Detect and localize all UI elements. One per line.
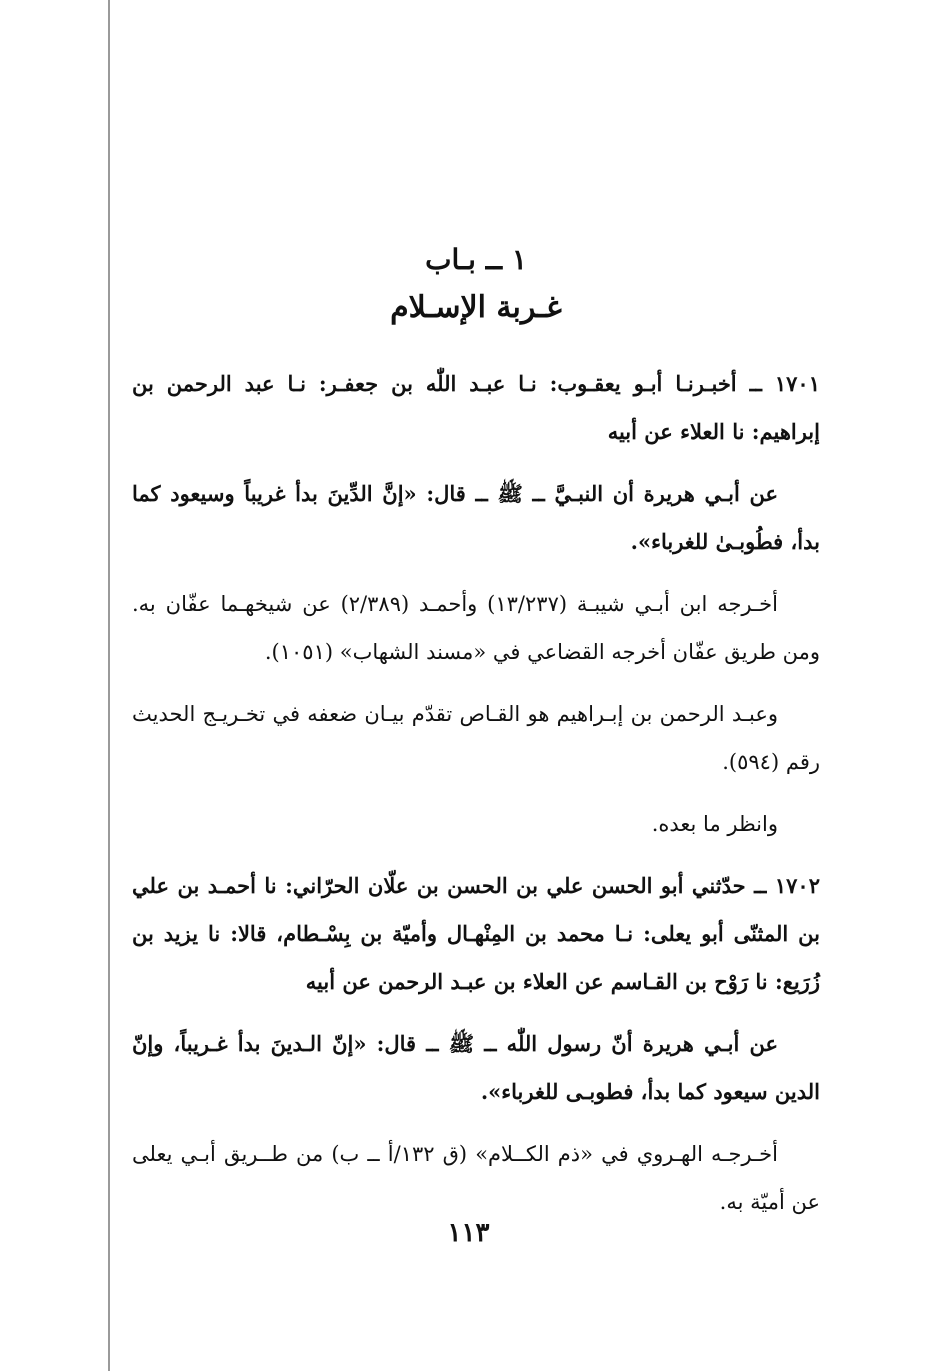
hadith-1702-takhrij: أخـرجـه الهـروي في «ذم الكــلام» (ق ١٣٢/أ ــ ب) من طــريق أبـي يعلى عن أميّة به. — [132, 1142, 820, 1214]
hadith-1702-matn: عن أبـي هريرة أنّ رسول اللّٰه ــ ﷺ ــ قال: «إنّ الـدينَ بدأ غـريباً، وإنّ الدين سيعود كما بدأ، فطوبـى للغرباء». — [132, 1031, 820, 1104]
chapter-number: ١ ــ بـاب — [425, 243, 527, 276]
hadith-1701-matn: عن أبـي هريرة أن النبـيَّ ــ ﷺ ــ قال: «إنَّ الدِّينَ بدأ غريباً وسيعود كما بدأ، فطُوبـىٰ للغرباء». — [132, 481, 820, 554]
chapter-title: غـربة الإسـلام — [390, 290, 562, 325]
hadith-1701-comment: وعبـد الرحمن بن إبـراهيم هو القـاص تقدّم بيـان ضعفه في تخـريـج الحديث رقم (٥٩٤). — [132, 702, 820, 774]
hadith-1702-isnad: ١٧٠٢ ــ حدّثني أبو الحسن علي بن الحسن بن علّان الحرّاني: نا أحمـد بن علي بن المثنّى أبو يعلى: نـا محمد بن المِنْهـال وأميّة بن بِسْـطام، قالا: نا يزيد بن زُرَيع: نا رَوْح بن القـاسم عن العلاء بن عبـد الرحمن عن أبيه — [132, 873, 820, 994]
hadith-1701-see-next: وانظر ما بعده. — [651, 812, 778, 836]
page-number: ١١٣ — [447, 1218, 490, 1248]
hadith-1701-isnad: ١٧٠١ ــ أخبـرنـا أبـو يعقـوب: نـا عبـد اللّٰه بن جعفـر: نـا عبد الرحمن بن إبراهيم: نا العلاء عن أبيه — [132, 371, 820, 444]
page-body — [132, 238, 820, 1240]
hadith-1701-takhrij: أخـرجه ابن أبـي شيبـة (١٣/٢٣٧) وأحمـد (٢/٣٨٩) عن شيخهـما عفّان به. ومن طريق عفّان أخرجه القضاعي في «مسند الشهاب» (١٠٥١). — [132, 592, 820, 664]
margin-rule — [108, 0, 110, 1371]
